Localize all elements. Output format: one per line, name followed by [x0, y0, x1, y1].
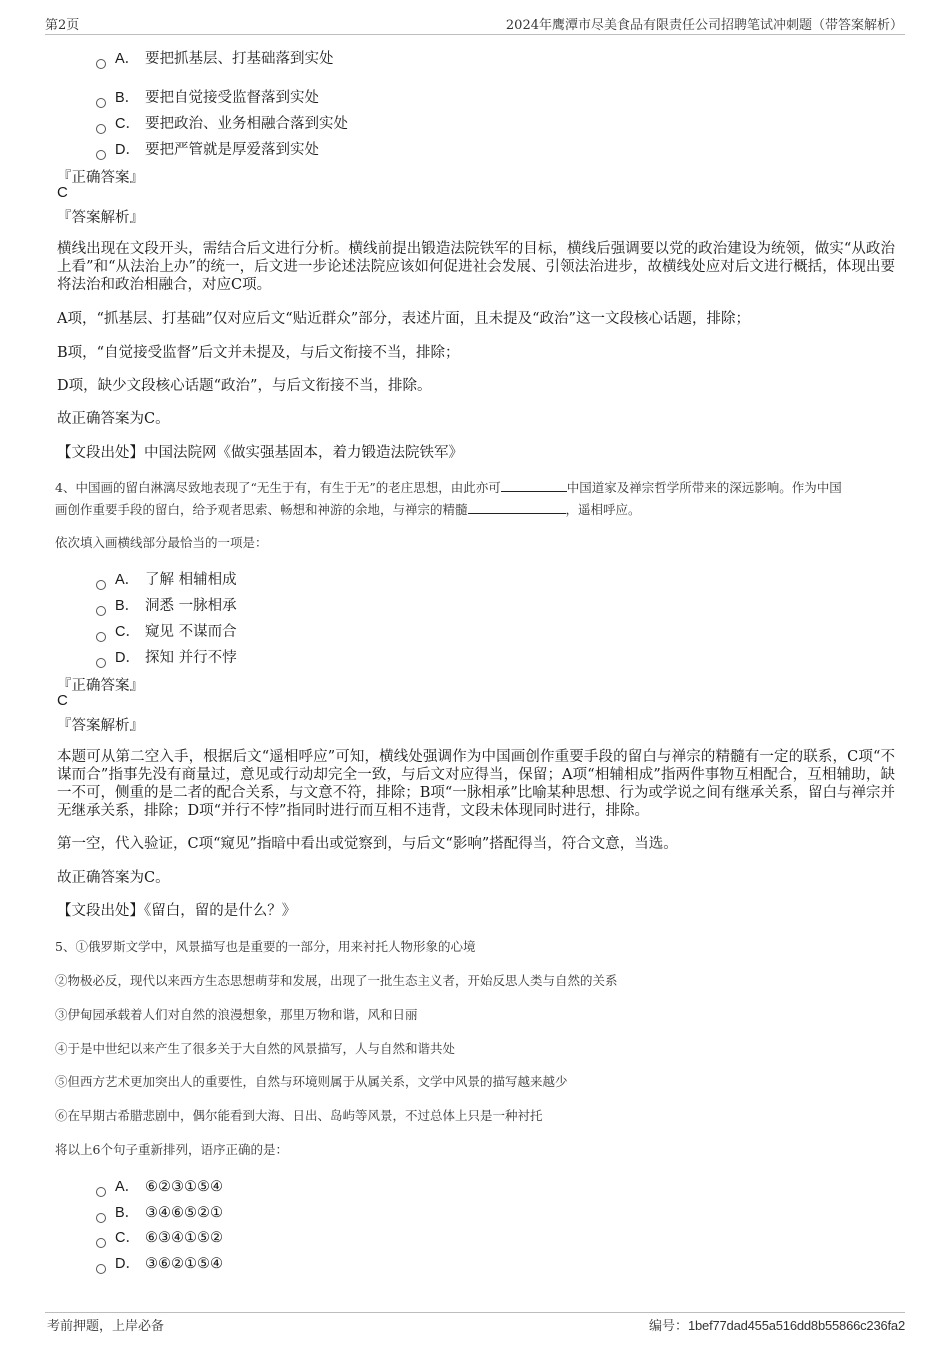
q3-answer: C: [57, 184, 68, 201]
q5-sentence: ②物极必反，现代以来西方生态思想萌芽和发展，出现了一批生态主义者，开始反思人类与自然的关系: [55, 973, 618, 988]
q3-option-c[interactable]: C． 要把政治、业务相融合落到实处: [96, 112, 348, 133]
q4-analysis-para: 第一空，代入验证，C项“窥见”指暗中看出或觉察到，与后文“影响”搭配得当，符合文意，当选。: [57, 836, 678, 852]
footer-slogan: 考前押题，上岸必备: [47, 1319, 165, 1334]
q3-option-a[interactable]: A． 要把抓基层、打基础落到实处: [96, 47, 334, 68]
q3-analysis-para: B项，“自觉接受监督”后文并未提及，与后文衔接不当，排除；: [57, 345, 460, 361]
q5-sentence: ③伊甸园承载着人们对自然的浪漫想象，那里万物和谐，风和日丽: [55, 1007, 418, 1022]
q4-analysis-para: 本题可从第二空入手，根据后文“遥相呼应”可知，横线处强调作为中国画创作重要手段的留白与禅宗的精髓有一定的联系，C项“不谋而合”指事先没有商量过，意见或行动却完全一致，与后文对应得当，保留；A项“相辅相成”指两件事物互相配合，互相辅助，缺一不可，侧重的是二者的配合关系，与文意不符，排除；B项“一脉相承”比喻某种思想、行为或学说之间有继承关系，留白与禅宗并无继承关系，排除；D项“并行不悖”指同时进行而互相不违背，文段未体现同时进行，排除。: [57, 749, 895, 819]
q5-prompt: 将以上6个句子重新排列，语序正确的是：: [55, 1142, 288, 1157]
blank-2[interactable]: [468, 499, 566, 514]
q4-answer: C: [57, 692, 68, 709]
q4-stem: 4、中国画的留白淋漓尽致地表现了“无生于有，有生于无”的老庄思想，由此亦可 中国道家及禅宗哲学所带来的深远影响。作为中国 画创作重要手段的留白，给予观者思索、畅想和神游的余地，与禅宗的精髓 ，遥相呼应。: [55, 477, 895, 521]
q4-option-d[interactable]: D． 探知 并行不悖: [96, 646, 237, 667]
q5-sentence: ⑤但西方艺术更加突出人的重要性，自然与环境则属于从属关系，文学中风景的描写越来越少: [55, 1074, 568, 1089]
radio-icon[interactable]: [96, 658, 106, 668]
q4-option-b[interactable]: B． 洞悉 一脉相承: [96, 594, 237, 615]
radio-icon[interactable]: [96, 150, 106, 160]
radio-icon[interactable]: [96, 98, 106, 108]
q4-source: 【文段出处】《留白，留的是什么？》: [57, 903, 297, 919]
q3-option-d[interactable]: D． 要把严管就是厚爱落到实处: [96, 138, 319, 159]
page-footer: [45, 1312, 905, 1335]
document-id: 编号：1bef77dad455a516dd8b55866c236fa2: [648, 1318, 905, 1334]
q5-option-b[interactable]: B． ③④⑥⑤②①: [96, 1201, 223, 1222]
q4-prompt: 依次填入画横线部分最恰当的一项是：: [55, 535, 268, 550]
document-title: 2024年鹰潭市尽美食品有限责任公司招聘笔试冲刺题（带答案解析）: [505, 18, 903, 33]
q4-analysis-para: 故正确答案为C。: [57, 870, 170, 886]
q5-sentence: ④于是中世纪以来产生了很多关于大自然的风景描写，人与自然和谐共处: [55, 1041, 456, 1056]
q3-answer-label: 『正确答案』: [57, 170, 144, 186]
radio-icon[interactable]: [96, 1238, 106, 1248]
q5-option-a[interactable]: A． ⑥②③①⑤④: [96, 1175, 223, 1196]
q5-option-d[interactable]: D． ③⑥②①⑤④: [96, 1252, 223, 1273]
q3-option-b[interactable]: B． 要把自觉接受监督落到实处: [96, 86, 319, 107]
q5-option-c[interactable]: C． ⑥③④①⑤②: [96, 1226, 223, 1247]
page-header: [45, 14, 905, 35]
radio-icon[interactable]: [96, 580, 106, 590]
radio-icon[interactable]: [96, 124, 106, 134]
radio-icon[interactable]: [96, 59, 106, 69]
q3-analysis-para: 故正确答案为C。: [57, 411, 170, 427]
radio-icon[interactable]: [96, 1264, 106, 1274]
q3-analysis-para: A项，“抓基层、打基础”仅对应后文“贴近群众”部分，表述片面，且未提及“政治”这一文段核心话题，排除；: [57, 311, 750, 327]
q4-option-a[interactable]: A． 了解 相辅相成: [96, 568, 237, 589]
radio-icon[interactable]: [96, 606, 106, 616]
q4-option-c[interactable]: C． 窥见 不谋而合: [96, 620, 237, 641]
q3-analysis-para: 横线出现在文段开头，需结合后文进行分析。横线前提出锻造法院铁军的目标，横线后强调要以党的政治建设为统领，做实“从政治上看”和“从法治上办”的统一，后文进一步论述法院应该如何促进社会发展、引领法治进步，故横线处应对后文进行概括，体现出要将法治和政治相融合，对应C项。: [57, 241, 895, 293]
radio-icon[interactable]: [96, 1187, 106, 1197]
radio-icon[interactable]: [96, 1213, 106, 1223]
q3-analysis-label: 『答案解析』: [57, 210, 144, 226]
q5-sentence: 5、①俄罗斯文学中，风景描写也是重要的一部分，用来衬托人物形象的心境: [55, 939, 476, 954]
blank-1[interactable]: [501, 477, 567, 492]
radio-icon[interactable]: [96, 632, 106, 642]
page-number: 第2页: [45, 18, 80, 33]
q5-sentence: ⑥在早期古希腊悲剧中，偶尔能看到大海、日出、岛屿等风景，不过总体上只是一种衬托: [55, 1108, 543, 1123]
q3-analysis-para: D项，缺少文段核心话题“政治”，与后文衔接不当，排除。: [57, 378, 432, 394]
q3-source: 【文段出处】中国法院网《做实强基固本，着力锻造法院铁军》: [57, 445, 463, 461]
q4-analysis-label: 『答案解析』: [57, 718, 144, 734]
q4-answer-label: 『正确答案』: [57, 678, 144, 694]
